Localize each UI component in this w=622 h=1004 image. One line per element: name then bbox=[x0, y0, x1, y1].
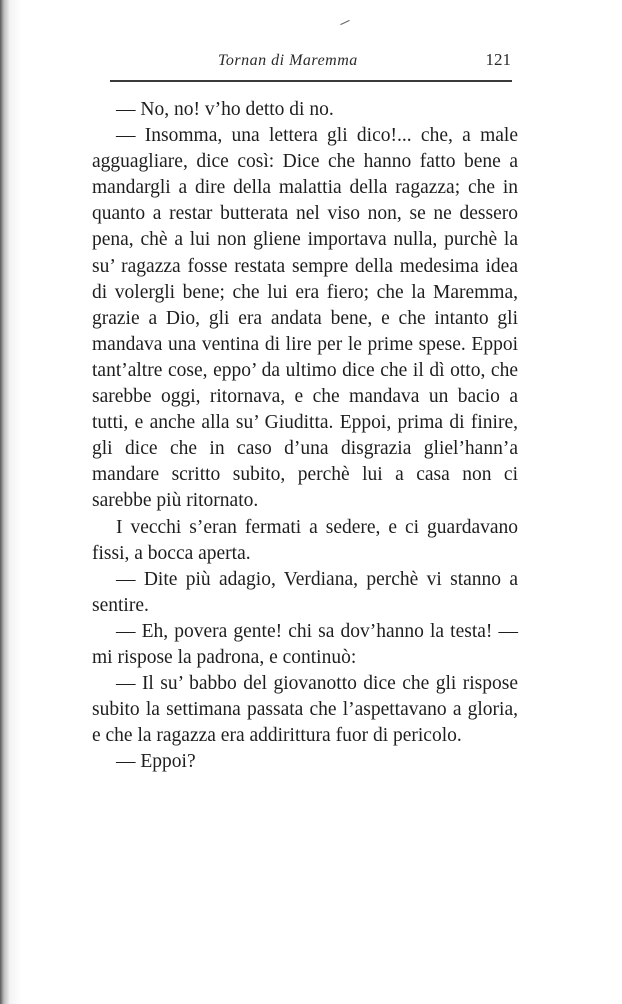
paragraph: — Eh, povera gente! chi sa dov’hanno la testa! — mi rispose la padrona, e continuò: bbox=[92, 620, 518, 668]
paragraph: — Il su’ babbo del giovanotto dice che gli rispose subito la settimana passata che l’aspettavano a gloria, e che la ragazza era addirittura fuor di pericolo. bbox=[92, 673, 518, 747]
header-rule bbox=[110, 80, 512, 82]
paragraph: — Insomma, una lettera gli dico!... che, a male agguagliare, dice così: Dice che hanno fatto bene a mandargli a dire della malattia della ragazza; che in quanto a restar butterata nel viso non, se ne dessero pena, chè a lui non gliene importava nulla, purchè la su’ ragazza fosse restata sempre della medesima idea di volergli bene; che lui era fiero; che la Maremma, grazie a Dio, gli era andata bene, e che intanto gli mandava una ventina di lire per le prime spese. Eppoi tant’altre cose, eppo’ da ultimo dice che il dì otto, che sarebbe oggi, ritornava, e che mandava un bacio a tutti, e anche alla su’ Giuditta. Eppoi, prima di finire, gli dice che in caso d’una disgrazia gliel’hann’a mandare scritto subito, perchè lui a casa non ci sarebbe più ritornato. bbox=[92, 125, 518, 512]
paragraph: I vecchi s’eran fermati a sedere, e ci guardavano fissi, a bocca aperta. bbox=[92, 516, 518, 564]
page-number: 121 bbox=[485, 50, 511, 69]
print-speck bbox=[340, 20, 349, 25]
running-title: Tornan di Maremma bbox=[218, 52, 358, 69]
page-header bbox=[110, 52, 515, 74]
paragraph: — Eppoi? bbox=[116, 751, 196, 773]
paragraph: — No, no! v’ho detto di no. bbox=[116, 99, 334, 120]
paragraph: — Dite più adagio, Verdiana, perchè vi stanno a sentire. bbox=[92, 568, 518, 616]
body-text bbox=[92, 97, 518, 775]
